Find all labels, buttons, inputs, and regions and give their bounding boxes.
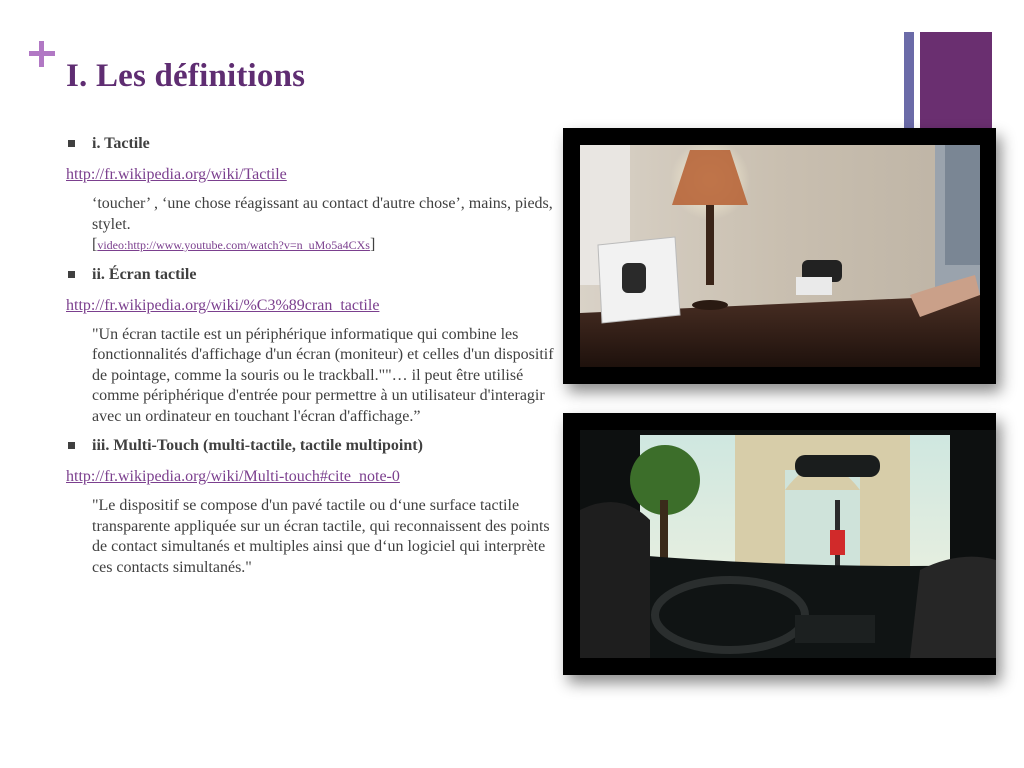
- video-link[interactable]: video:http://www.youtube.com/watch?v=n_uMo5a4CXs: [97, 238, 370, 252]
- bracket-open: [: [92, 236, 98, 253]
- wiki-link[interactable]: http://fr.wikipedia.org/wiki/Tactile: [66, 166, 287, 183]
- decorative-bar-thin: [904, 32, 914, 129]
- definition-quote: [66, 194, 554, 256]
- section-heading: [66, 434, 554, 458]
- video-still-image: [580, 145, 980, 367]
- decorative-bar-thick: [920, 32, 992, 129]
- section-heading-text: i. Tactile: [92, 135, 150, 152]
- slide-content: [66, 132, 554, 585]
- video-screen: [580, 145, 980, 367]
- definition-quote: [66, 325, 554, 428]
- video-thumbnail-car[interactable]: [563, 413, 996, 675]
- quote-text: ‘toucher’ , ‘une chose réagissant au contact d'autre chose’, mains, pieds, stylet.: [92, 195, 553, 233]
- video-thumbnail-lamp[interactable]: [563, 128, 996, 384]
- square-bullet-icon: [68, 442, 75, 449]
- page-title: I. Les définitions: [66, 58, 306, 94]
- quote-text: "Le dispositif se compose d'un pavé tactile ou d‘une surface tactile transparente appliquée sur un écran tactile, qui reconnaissent des points de contact simultanés et multiples ainsi que d‘un logiciel qui interprète ces contacts simultanés.": [92, 497, 550, 576]
- video-still-image: [580, 430, 996, 658]
- bracket-close: ]: [369, 236, 376, 253]
- definition-quote: [66, 496, 554, 578]
- quote-text: "Un écran tactile est un périphérique informatique qui combine les fonctionnalités d'affichage d'un écran (moniteur) et celles d'un dispositif de pointage, comme la souris ou le trackball.""… il peut être utilisé comme périphérique d'entrée pour permettre à un utilisateur d'interagir avec un ordinateur en touchant l'écran d'affichage.”: [92, 325, 554, 425]
- section-heading: [66, 132, 554, 156]
- section-heading-text: ii. Écran tactile: [92, 265, 197, 283]
- square-bullet-icon: [68, 140, 75, 147]
- section-heading-text: iii. Multi-Touch (multi-tactile, tactile multipoint): [92, 437, 423, 454]
- plus-icon: [27, 38, 57, 68]
- wiki-link[interactable]: http://fr.wikipedia.org/wiki/Multi-touch#cite_note-0: [66, 468, 400, 485]
- video-screen: [580, 430, 996, 658]
- wiki-link[interactable]: http://fr.wikipedia.org/wiki/%C3%89cran_tactile: [66, 296, 380, 314]
- section-heading: [66, 263, 554, 287]
- square-bullet-icon: [68, 271, 75, 278]
